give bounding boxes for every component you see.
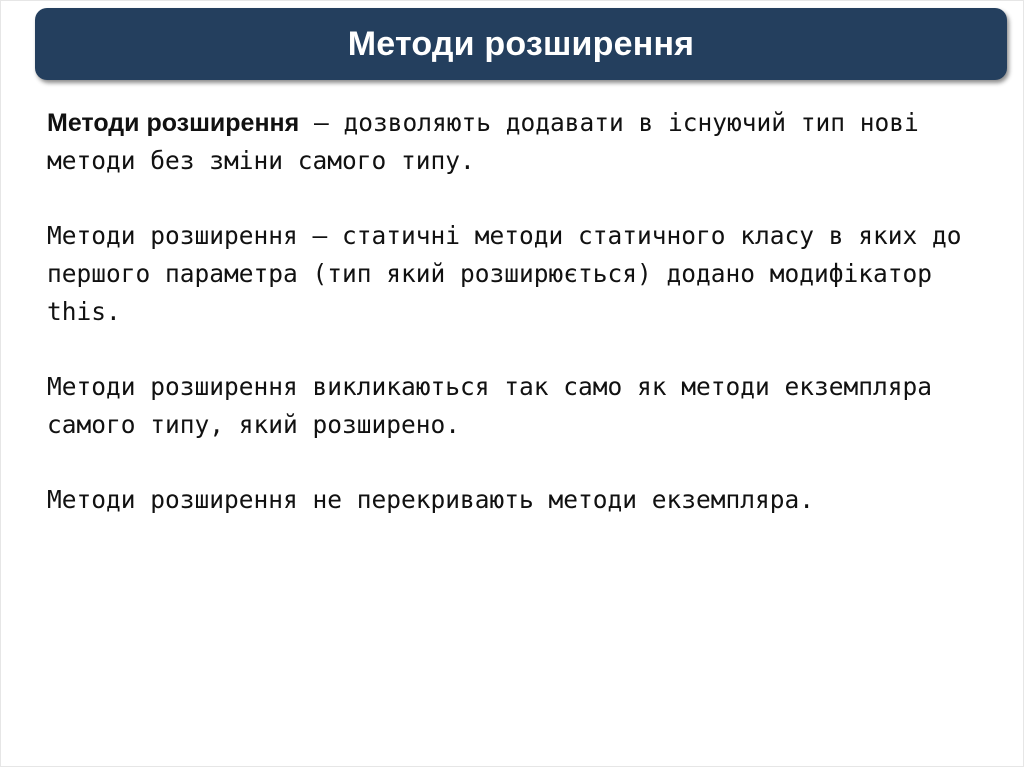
paragraph-definition [47,104,1019,180]
paragraph-no-override: Методи розширення не перекривають методи екземпляра. [47,485,815,514]
definition-term: Методи розширення [47,109,300,137]
slide-title: Методи розширення [347,24,695,63]
definition-text: – дозволяють додавати в існуючий тип нові методи без зміни самого типу. [47,108,919,175]
slide-body [47,104,1019,556]
title-banner [35,8,1007,80]
paragraph-invocation: Методи розширення викликаються так само як методи екземпляра самого типу, який розширено. [47,372,933,439]
paragraph-static-methods: Методи розширення – статичні методи статичного класу в яких до першого параметра (тип який розширюється) додано модифікатор this. [47,221,962,326]
